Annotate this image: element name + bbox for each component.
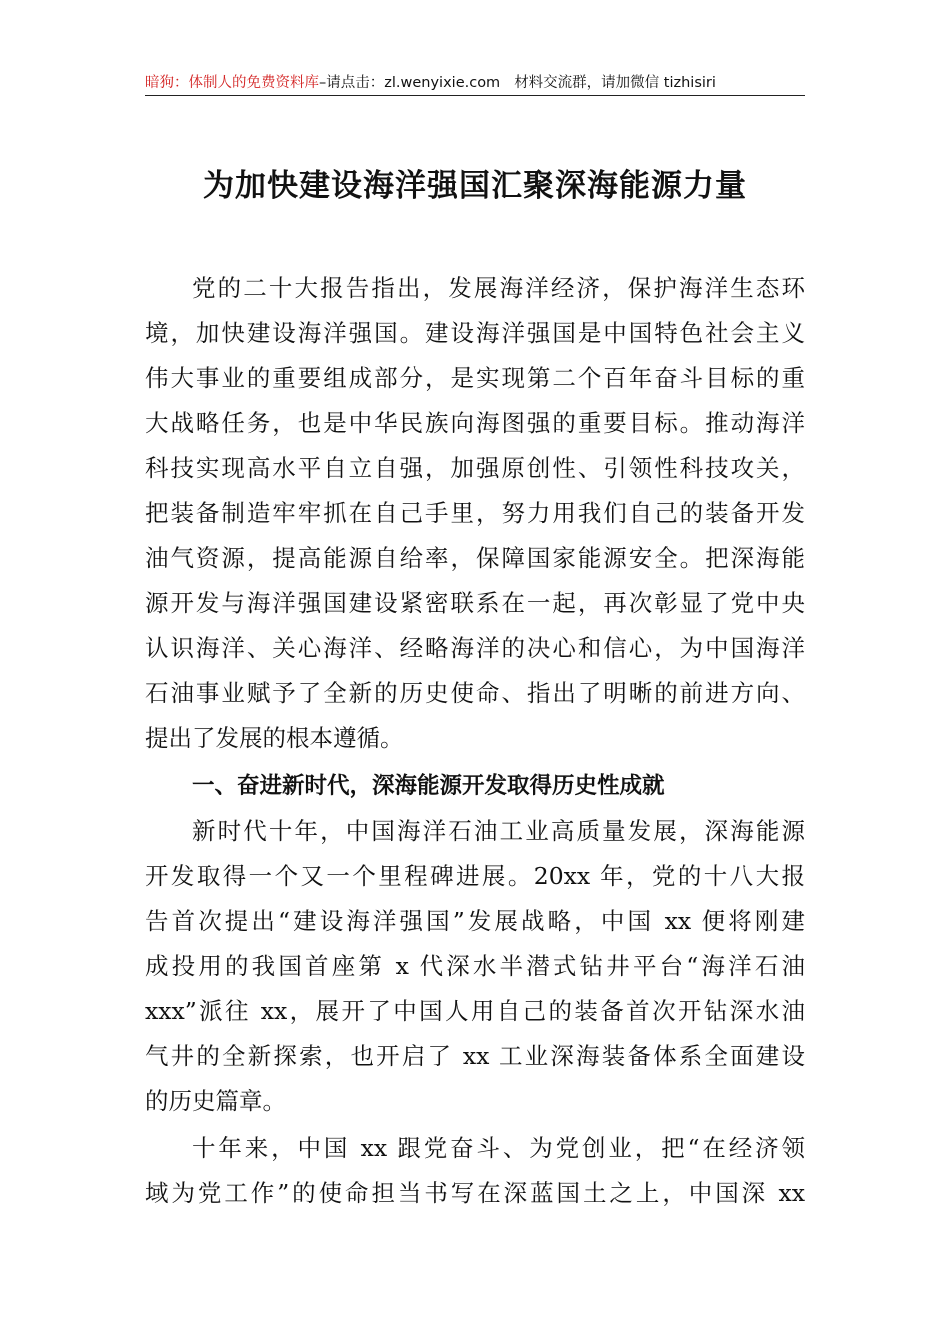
body-line: 认识海洋、关心海洋、经略海洋的决心和信心，为中国海洋 — [145, 634, 805, 662]
body-line: 气井的全新探索，也开启了 xx 工业深海装备体系全面建设 — [145, 1042, 805, 1070]
body-line: 成投用的我国首座第 x 代深水半潜式钻井平台“海洋石油 — [145, 952, 805, 980]
header-divider — [145, 95, 805, 96]
body-line: 伟大事业的重要组成部分，是实现第二个百年奋斗目标的重 — [145, 364, 805, 392]
body-line: 新时代十年，中国海洋石油工业高质量发展，深海能源 — [192, 817, 805, 845]
body-line: 的历史篇章。 — [145, 1087, 286, 1115]
body-line: 域为党工作”的使命担当书写在深蓝国土之上，中国深 xx — [145, 1179, 805, 1207]
body-line: 科技实现高水平自立自强，加强原创性、引领性科技攻关， — [145, 454, 805, 482]
body-line: 把装备制造牢牢抓在自己手里，努力用我们自己的装备开发 — [145, 499, 805, 527]
body-line: 十年来，中国 xx 跟党奋斗、为党创业，把“在经济领 — [192, 1134, 805, 1162]
body-line: 提出了发展的根本遵循。 — [145, 724, 404, 752]
body-line: 石油事业赋予了全新的历史使命、指出了明晰的前进方向、 — [145, 679, 805, 707]
document-header — [145, 72, 805, 94]
body-line: xxx”派往 xx，展开了中国人用自己的装备首次开钻深水油 — [145, 997, 805, 1025]
body-line: 源开发与海洋强国建设紧密联系在一起，再次彰显了党中央 — [145, 589, 805, 617]
body-line: 党的二十大报告指出，发展海洋经济，保护海洋生态环 — [192, 274, 805, 302]
header-link-text[interactable]: –请点击：zl.wenyixie.com — [319, 75, 501, 91]
body-line: 油气资源，提高能源自给率，保障国家能源安全。把深海能 — [145, 544, 805, 572]
header-site-name: 暗狗：体制人的免费资料库 — [145, 75, 319, 91]
body-line: 开发取得一个又一个里程碑进展。20xx 年，党的十八大报 — [145, 862, 805, 890]
document-title: 为加快建设海洋强国汇聚深海能源力量 — [203, 168, 747, 204]
body-line: 境，加快建设海洋强国。建设海洋强国是中国特色社会主义 — [145, 319, 805, 347]
body-line: 大战略任务，也是中华民族向海图强的重要目标。推动海洋 — [145, 409, 805, 437]
section-heading: 一、奋进新时代，深海能源开发取得历史性成就 — [192, 773, 665, 799]
header-contact-text: 材料交流群，请加微信 tizhisiri — [514, 75, 716, 91]
body-line: 告首次提出“建设海洋强国”发展战略，中国 xx 便将刚建 — [145, 907, 805, 935]
